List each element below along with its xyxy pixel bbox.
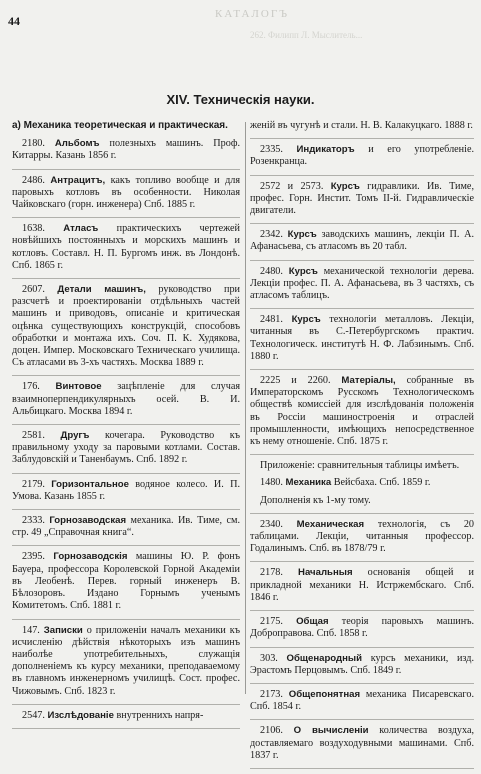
entry-keyword: Общенародный bbox=[286, 652, 363, 664]
entry-number: 2180. bbox=[22, 138, 45, 150]
catalog-entry bbox=[250, 460, 474, 475]
catalog-entry bbox=[12, 284, 240, 376]
catalog-entry bbox=[250, 266, 474, 310]
entry-text: механика. Ив. Тиме, см. стр. 49 „Справочная книга“. bbox=[12, 515, 241, 539]
entry-keyword: Горнозаводская bbox=[49, 515, 127, 527]
entry-keyword: Индикаторъ bbox=[296, 144, 355, 156]
entry-text: внутреннихъ напря- bbox=[116, 709, 204, 721]
subsection-title: а) Механика теоретическая и практическая. bbox=[12, 120, 228, 131]
entry-keyword: Атласъ bbox=[63, 223, 99, 235]
entry-number: 2106. bbox=[260, 725, 283, 737]
section-title: XIV. Техническія науки. bbox=[166, 92, 315, 107]
entry-text: заводскихъ машинъ, лекціи П. А. Афанасьева, съ атласомъ въ 20 табл. bbox=[250, 229, 474, 253]
catalog-entry bbox=[12, 138, 240, 169]
entry-keyword: Альбомъ bbox=[54, 138, 100, 150]
entry-number: 2340. bbox=[260, 518, 283, 530]
entry-keyword: Общепонятная bbox=[288, 688, 361, 700]
entry-number: 2486. bbox=[22, 174, 45, 186]
entry-text: полезныхъ машинъ. Проф. Китарры. Казань 1856 г. bbox=[12, 138, 240, 162]
entry-number: 2335. bbox=[260, 144, 283, 156]
left-entries bbox=[12, 138, 240, 729]
entry-number: 2607. bbox=[22, 284, 45, 296]
entry-keyword: Горнозаводскія bbox=[53, 551, 128, 563]
entry-text: курсъ механики, изд. Эрастомъ Перцовымъ. Спб. 1849 г. bbox=[250, 652, 475, 676]
entry-number: 176. bbox=[22, 381, 40, 393]
entry-number: 1480. bbox=[260, 477, 283, 489]
entry-text: теорія паровыхъ машинъ. Доброправова. Спб. 1858 г. bbox=[250, 616, 475, 640]
entry-keyword: Записки bbox=[43, 624, 83, 636]
entry-keyword: Общая bbox=[296, 616, 329, 628]
right-column bbox=[250, 120, 474, 774]
left-column bbox=[12, 120, 240, 734]
entry-text: зацѣпленіе для случая взаимноперпендикулярныхъ осей. В. И. Альбицкаго. Москва 1894 г. bbox=[12, 381, 241, 417]
faded-bleed-line: 262. Филипп Л. Мыслитель... bbox=[250, 30, 363, 40]
catalog-entry bbox=[12, 430, 240, 474]
catalog-entry bbox=[250, 567, 474, 611]
catalog-entry bbox=[250, 689, 474, 720]
entry-text: Дополненія къ 1-му тому. bbox=[260, 494, 371, 506]
entry-keyword: Начальныя bbox=[298, 567, 353, 579]
entry-number: 2395. bbox=[22, 551, 45, 563]
entry-keyword: Курсъ bbox=[288, 265, 318, 277]
catalog-entry bbox=[12, 175, 240, 219]
catalog-entry bbox=[250, 653, 474, 684]
entry-text: гидравлики. Ив. Тиме, профес. Горн. Инстит. Томъ II-й. Гидравлическіе двигатели. bbox=[250, 180, 474, 217]
faded-running-header: КАТАЛОГЪ bbox=[215, 8, 289, 20]
catalog-entry bbox=[12, 625, 240, 705]
entry-number: 303. bbox=[260, 652, 278, 664]
catalog-entry bbox=[250, 314, 474, 370]
entry-keyword: Антрацитъ, bbox=[50, 174, 106, 186]
page-number: 44 bbox=[8, 14, 20, 28]
entry-number: 2178. bbox=[260, 567, 283, 579]
catalog-entry bbox=[12, 710, 240, 729]
catalog-entry bbox=[250, 616, 474, 647]
entry-text: практическихъ чертежей новѣйшихъ постоянныхъ и морскихъ машинъ и котловъ. Составл. Н. П. Бургомъ инж. въ Лондонѣ. Спб. 1865 г. bbox=[12, 223, 241, 271]
entry-keyword: Горизонтальное bbox=[51, 478, 129, 490]
entry-keyword: О вычисленіи bbox=[293, 725, 369, 737]
entry-text: технологіи металловъ. Лекціи, читанныя въ С.-Петербургскомъ практич. Технологическ. институтѣ Н. Ф. Лабзинымъ. Спб. 1880 г. bbox=[250, 314, 474, 362]
entry-keyword: Механика bbox=[285, 477, 332, 489]
catalog-entry bbox=[250, 375, 474, 455]
entry-number: 2333. bbox=[22, 515, 45, 527]
entry-number: 2481. bbox=[260, 314, 283, 326]
entry-number: 147. bbox=[22, 624, 40, 636]
catalog-entry bbox=[250, 144, 474, 175]
catalog-entry bbox=[250, 725, 474, 769]
entry-number: 2175. bbox=[260, 616, 283, 628]
entry-text: механика Писаревскаго. Спб. 1854 г. bbox=[250, 688, 474, 713]
catalog-entry bbox=[250, 495, 474, 514]
catalog-entry bbox=[250, 181, 474, 225]
entry-text: и его употребленіе. Розенкранца. bbox=[250, 144, 475, 168]
entry-number: 2179. bbox=[22, 478, 45, 490]
entry-keyword: Детали машинъ, bbox=[57, 284, 146, 296]
entry-number: 2173. bbox=[260, 688, 283, 700]
entry-text: руководство при разсчетѣ и проектированіи отдѣльныхъ частей машинъ и приводовъ, описаніе и критическая оцѣнка существующихъ конструкцій, способовъ обработки и монтажа ихъ. Соч. П. К. Худякова, доцен. Импер. Московскаго Техническаго училища. Съ атласами въ 3-хъ частяхъ. Москва 1889 г. bbox=[12, 284, 240, 369]
entry-keyword: Механическая bbox=[296, 518, 365, 530]
entry-text: механической технологіи дерева. Лекціи профес. П. А. Афанасьева, въ 3 частяхъ, съ атласомъ таблицъ. bbox=[250, 265, 475, 302]
catalog-entry bbox=[12, 479, 240, 510]
catalog-entry bbox=[12, 381, 240, 425]
entry-text: машины Ю. Р. фонъ Бауера, профессора Королевской Горной Академіи въ Леобенѣ. Перев. горный инженеръ В. Бѣлозоровъ. Издано Горнымъ ученымъ Комитетомъ. Спб. 1881 г. bbox=[12, 551, 241, 612]
catalog-entry bbox=[12, 515, 240, 546]
entry-text: основанія общей и прикладной механики Н. Истржембскаго. Спб. 1846 г. bbox=[250, 567, 474, 603]
entry-text: Приложеніе: сравнительныя таблицы имѣетъ. bbox=[260, 460, 460, 472]
catalog-entry bbox=[250, 477, 474, 492]
entry-text: Вейсбаха. Спб. 1859 г. bbox=[333, 477, 431, 489]
catalog-entry bbox=[250, 229, 474, 260]
entry-text: женій въ чугунѣ и стали. Н. В. Калакуцкаго. 1888 г. bbox=[250, 120, 473, 131]
column-divider bbox=[245, 122, 246, 694]
entry-text: технологія, съ 20 таблицами. Лекціи, читанныя профессор. Годалинымъ. Спб. въ 1878/79 г. bbox=[250, 518, 475, 555]
entry-keyword: Другъ bbox=[60, 430, 90, 442]
entry-keyword: Винтовое bbox=[55, 381, 102, 393]
catalog-entry bbox=[250, 120, 474, 139]
catalog-entry bbox=[250, 519, 474, 563]
entry-number: 2581. bbox=[22, 430, 45, 442]
entry-text: водяное колесо. И. П. Умова. Казань 1855 г. bbox=[12, 478, 241, 502]
catalog-entry bbox=[12, 551, 240, 619]
entry-keyword: Матеріалы, bbox=[341, 375, 396, 387]
entry-number: 2225 и 2260. bbox=[260, 375, 331, 387]
entry-text: о приложеніи началъ механики къ исчисленію дѣйствія нѣкоторыхъ изъ машинъ наиболѣе употребительныхъ, служащія дополненіемъ къ курсу механики, преподаваемому въ главномъ инженерномъ училищѣ. Сост. профес. Чижовымъ. Спб. 1823 г. bbox=[12, 624, 240, 697]
entry-text: количества воздуха, доставляемаго воздуходувными машинами. Спб. 1837 г. bbox=[250, 725, 475, 761]
entry-text: какъ топливо вообще и для паровыхъ котловъ въ особенности. Николая Чайковскаго (горн. инженера) Спб. 1885 г. bbox=[12, 174, 241, 211]
right-entries bbox=[250, 120, 474, 769]
entry-text: собранные въ Императорскомъ Русскомъ Технологическомъ обществѣ комиссіей для изслѣдованія положенія въ Россіи машиностроенія и отраслей промышленности, имѣющихъ непосредственное къ нему отношеніе. Спб. 1875 г. bbox=[250, 375, 475, 448]
entry-keyword: Изслѣдованіе bbox=[47, 709, 114, 721]
entry-number: 2547. bbox=[22, 709, 45, 721]
entry-number: 1638. bbox=[22, 223, 45, 235]
entry-number: 2572 и 2573. bbox=[260, 180, 324, 192]
entry-number: 2480. bbox=[260, 265, 283, 277]
entry-keyword: Курсъ bbox=[287, 229, 317, 241]
catalog-entry bbox=[12, 223, 240, 279]
entry-number: 2342. bbox=[260, 229, 283, 241]
entry-keyword: Курсъ bbox=[291, 314, 321, 326]
entry-text: кочегара. Руководство къ правильному уходу за паровыми котлами. Состав. Заблудовскій и Таненбаумъ. Спб. 1892 г. bbox=[12, 430, 240, 466]
entry-keyword: Курсъ bbox=[330, 180, 360, 192]
